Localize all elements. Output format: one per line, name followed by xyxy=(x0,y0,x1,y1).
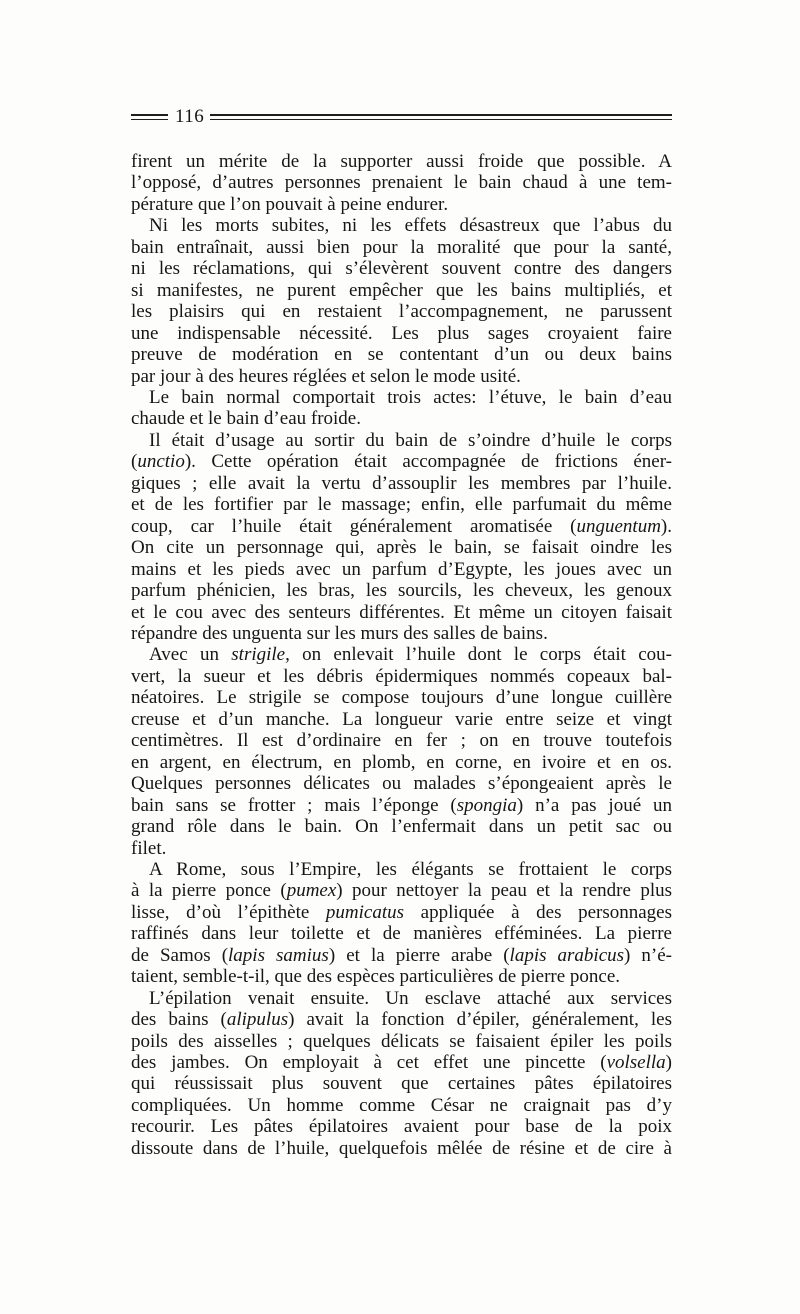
italic-term: pumex xyxy=(286,880,337,902)
paragraph xyxy=(131,988,672,1160)
text-line: taient, semble-t-il, que des espèces particulières de pierre ponce. xyxy=(131,966,621,988)
text-segment: ) xyxy=(665,1052,672,1074)
text-line xyxy=(131,451,672,472)
text-line xyxy=(131,902,672,923)
text-segment: de Samos ( xyxy=(131,944,229,966)
header-rule-left xyxy=(131,114,168,120)
text-segment: ). Cette opération était accompagnée de frictions éner- xyxy=(184,451,672,473)
paragraph xyxy=(131,151,672,215)
text-segment: ) pour nettoyer la peau et la rendre plus xyxy=(336,880,673,902)
text-line: recourir. Les pâtes épilatoires avaient pour base de la poix xyxy=(131,1116,672,1138)
text-line: poils des aisselles ; quelques délicats se faisaient épiler les poils xyxy=(131,1030,672,1052)
text-line: si manifestes, ne purent empêcher que les bains multipliés, et xyxy=(131,279,672,301)
text-line: néatoires. Le strigile se compose toujours d’une longue cuillère xyxy=(131,687,672,709)
text-line: ni les réclamations, qui s’élevèrent souvent contre des dangers xyxy=(131,258,672,280)
text-line: une indispensable nécessité. Les plus sages croyaient faire xyxy=(131,322,672,344)
page-header xyxy=(131,108,672,126)
text-line: en argent, en électrum, en plomb, en corne, en ivoire et en os. xyxy=(131,751,672,773)
text-line xyxy=(131,1009,672,1030)
text-line: grand rôle dans le bain. On l’enfermait dans un petit sac ou xyxy=(131,816,672,838)
text-line: creuse et d’un manche. La longueur varie entre seize et vingt xyxy=(131,708,672,730)
text-line: compliquées. Un homme comme César ne craignait pas d’y xyxy=(131,1094,672,1116)
text-line: vert, la sueur et les débris épidermiques nommés copeaux bal- xyxy=(131,665,672,687)
italic-term: alipulus xyxy=(226,1009,289,1031)
text-line: l’opposé, d’autres personnes prenaient le bain chaud à une tem- xyxy=(131,172,672,194)
italic-term: volsella xyxy=(606,1052,666,1074)
text-line: firent un mérite de la supporter aussi froide que possible. A xyxy=(131,151,672,172)
italic-term: strigile xyxy=(231,644,286,666)
italic-term: spongia xyxy=(456,794,517,816)
text-line: Ni les morts subites, ni les effets désastreux que l’abus du xyxy=(149,215,672,237)
text-segment: ( xyxy=(131,451,138,473)
text-line: preuve de modération en se contentant d’un ou deux bains xyxy=(131,344,672,366)
text-segment: , on enlevait l’huile dont le corps était cou- xyxy=(285,644,672,666)
paragraph xyxy=(131,387,672,430)
text-line: et le cou avec des senteurs différentes. Et même un citoyen faisait xyxy=(131,601,672,623)
text-segment: des bains ( xyxy=(131,1009,227,1031)
text-line: bain entraînait, aussi bien pour la moralité que pour la santé, xyxy=(131,236,672,258)
text-line: filet. xyxy=(131,837,167,859)
text-line: giques ; elle avait la vertu d’assouplir les membres par l’huile. xyxy=(131,472,672,494)
paragraph xyxy=(131,859,672,988)
text-line: A Rome, sous l’Empire, les élégants se frottaient le corps xyxy=(149,858,672,880)
body-text xyxy=(131,151,672,1159)
text-line: Le bain normal comportait trois actes: l’étuve, le bain d’eau xyxy=(149,386,672,408)
text-line: Il était d’usage au sortir du bain de s’oindre d’huile le corps xyxy=(149,429,672,451)
page-number: 116 xyxy=(175,106,205,127)
text-segment: lisse, d’où l’épithète xyxy=(131,901,326,923)
text-line: dissoute dans de l’huile, quelquefois mêlée de résine et de cire à xyxy=(131,1137,672,1159)
italic-term: lapis samius xyxy=(228,944,329,966)
text-segment: coup, car l’huile était généralement aromatisée ( xyxy=(131,515,577,537)
text-segment: ) n’a pas joué un xyxy=(516,794,672,816)
text-segment: des jambes. On employait à cet effet une pincette ( xyxy=(131,1052,607,1074)
text-segment: appliquée à des personnages xyxy=(404,901,672,923)
text-line: parfum phénicien, les bras, les sourcils, les cheveux, les genoux xyxy=(131,580,672,602)
text-line: par jour à des heures réglées et selon le mode usité. xyxy=(131,365,521,387)
text-segment: bain sans se frotter ; mais l’éponge ( xyxy=(131,794,457,816)
text-line xyxy=(131,795,672,816)
text-segment: ) avait la fonction d’épiler, généralement, les xyxy=(288,1009,672,1031)
text-line: centimètres. Il est d’ordinaire en fer ; on en trouve toutefois xyxy=(131,730,672,752)
text-line xyxy=(131,880,672,901)
text-line xyxy=(131,516,672,537)
paragraph xyxy=(131,430,672,645)
text-segment: ) et la pierre arabe ( xyxy=(328,944,510,966)
text-line: les plaisirs qui en restaient l’accompagnement, ne parussent xyxy=(131,301,672,323)
text-line xyxy=(131,945,672,966)
header-rule-right xyxy=(210,114,672,120)
text-line xyxy=(131,644,672,665)
text-line: pérature que l’on pouvait à peine endurer. xyxy=(131,193,449,215)
text-line: répandre des unguenta sur les murs des salles de bains. xyxy=(131,622,548,644)
text-line: L’épilation venait ensuite. Un esclave attaché aux services xyxy=(149,987,672,1009)
text-line: raffinés dans leur toilette et de manières efféminées. La pierre xyxy=(131,923,672,945)
text-segment: ). xyxy=(660,515,672,537)
text-line: et de les fortifier par le massage; enfin, elle parfumait du même xyxy=(131,494,672,516)
text-line: On cite un personnage qui, après le bain, se faisait oindre les xyxy=(131,537,672,559)
text-segment: à la pierre ponce ( xyxy=(131,880,287,902)
text-line xyxy=(131,1052,672,1073)
italic-term: unguentum xyxy=(576,515,661,537)
text-line: chaude et le bain d’eau froide. xyxy=(131,408,361,430)
text-line: qui réussissait plus souvent que certaines pâtes épilatoires xyxy=(131,1073,672,1095)
paragraph xyxy=(131,644,672,859)
text-segment: Avec un xyxy=(149,644,232,666)
text-line: mains et les pieds avec un parfum d’Egypte, les joues avec un xyxy=(131,558,672,580)
text-line: Quelques personnes délicates ou malades s’épongeaient après le xyxy=(131,773,672,795)
text-segment: ) n’é- xyxy=(624,944,673,966)
italic-term: pumicatus xyxy=(325,901,405,923)
italic-term: unctio xyxy=(137,451,185,473)
italic-term: lapis arabicus xyxy=(509,944,625,966)
paragraph xyxy=(131,215,672,387)
